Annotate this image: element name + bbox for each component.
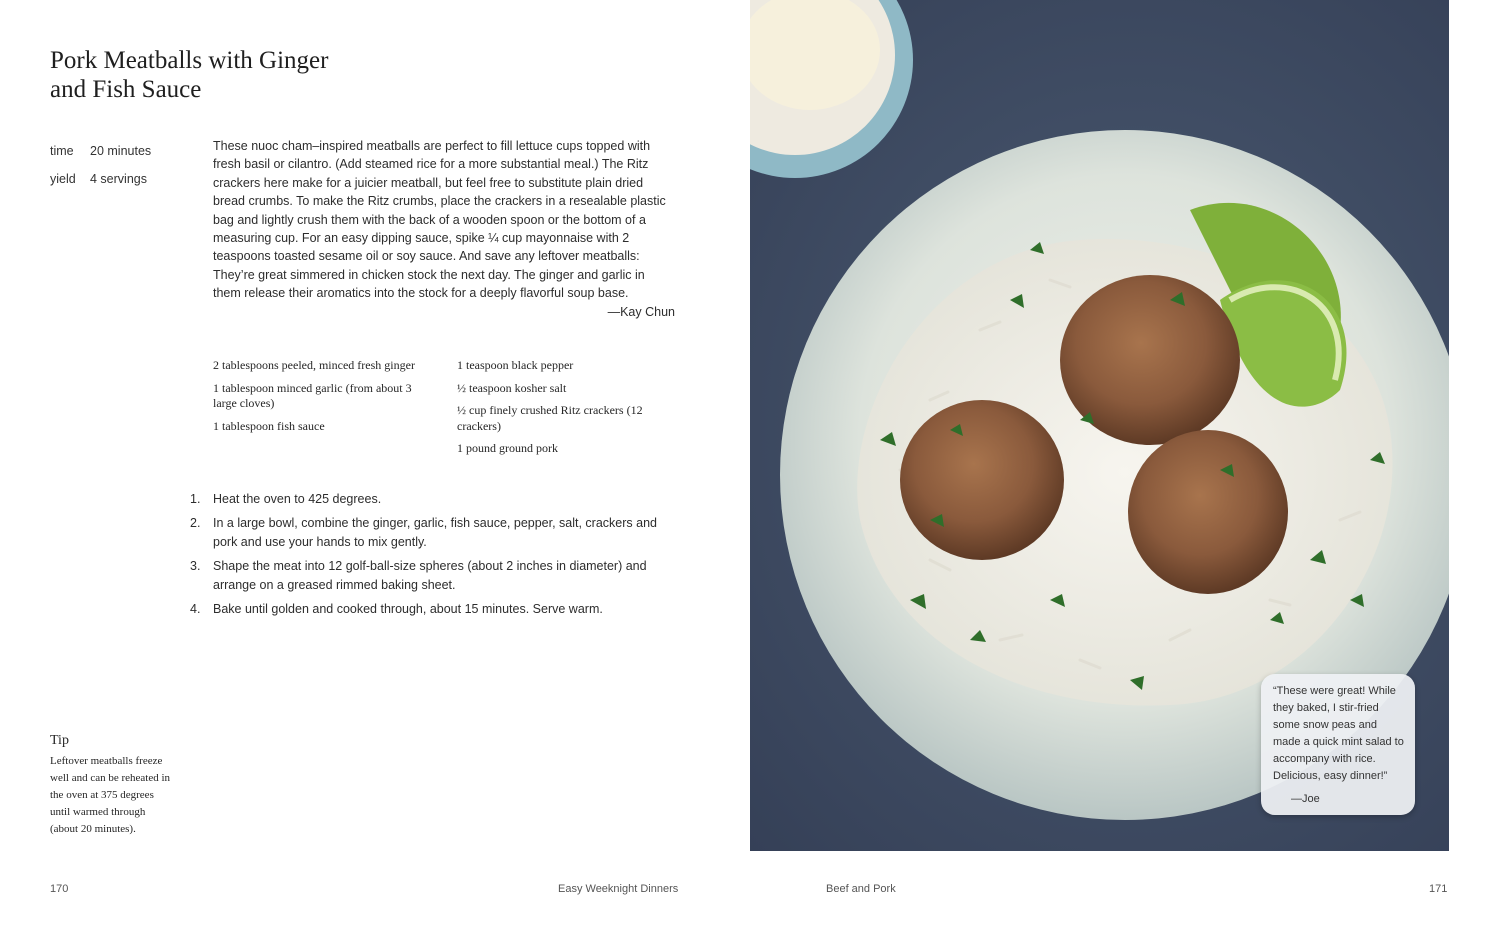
tip-box <box>50 733 175 838</box>
review-author: —Joe <box>1291 793 1320 805</box>
meta-time <box>50 137 151 165</box>
step-number: 2. <box>190 516 201 531</box>
recipe-meta <box>50 137 151 193</box>
intro-text: These nuoc cham–inspired meatballs are perfect to fill lettuce cups topped with fresh basil or cilantro. (Add steamed rice for a more substantial meal.) The Ritz crackers here make for a juicier meatball, but feel free to substitute plain dried bread crumbs. To make the Ritz crumbs, place the crackers in a resealable plastic bag and lightly crush them with the back of a wooden spoon or the bottom of a measuring cup. For an easy dipping sauce, spike ¼ cup mayonnaise with 2 teaspoons toasted sesame oil or soy sauce. And save any leftover meatballs: They’re great simmered in chicken stock the next day. The ginger and garlic in them release their aromatics into the stock for a deeply flavorful soup base. <box>213 139 666 301</box>
meta-yield-value: 4 servings <box>90 172 147 186</box>
ingredient-item: 2 tablespoons peeled, minced fresh ginger <box>213 358 415 372</box>
step-item <box>190 514 660 551</box>
step-text: In a large bowl, combine the ginger, garlic, fish sauce, pepper, salt, crackers and pork and use your hands to mix gently. <box>213 516 657 549</box>
meatball <box>900 400 1064 560</box>
step-number: 4. <box>190 602 201 617</box>
running-head-book-title: Easy Weeknight Dinners <box>558 883 679 895</box>
step-text: Bake until golden and cooked through, about 15 minutes. Serve warm. <box>213 602 603 617</box>
reader-review-bubble <box>1261 674 1415 815</box>
right-page-number: 171 <box>1429 883 1448 895</box>
ingredients-column-left <box>213 358 423 464</box>
meta-yield <box>50 165 151 193</box>
step-number: 3. <box>190 559 201 574</box>
ingredient-item: 1 tablespoon fish sauce <box>213 418 325 433</box>
ingredient-item: 1 teaspoon black pepper <box>457 358 574 372</box>
meatball <box>1128 430 1288 594</box>
recipe-title: Pork Meatballs with Ginger and Fish Sauce <box>50 47 329 103</box>
ingredient-item: ½ cup finely crushed Ritz crackers (12 crackers) <box>457 403 643 433</box>
review-text: “These were great! While they baked, I stir-fried some snow peas and made a quick mint salad to accompany with rice. Delicious, easy dinner!” <box>1273 685 1404 782</box>
step-item <box>190 557 660 594</box>
ingredient-item: ½ teaspoon kosher salt <box>457 380 567 395</box>
ingredients-column-right <box>457 358 667 464</box>
step-item <box>190 490 660 508</box>
meta-yield-label: yield <box>50 172 76 186</box>
step-item <box>190 600 660 618</box>
method-steps <box>190 490 660 624</box>
tip-title: Tip <box>50 733 69 748</box>
running-head-section: Beef and Pork <box>826 883 896 895</box>
left-page-number: 170 <box>50 883 69 895</box>
step-number: 1. <box>190 492 201 506</box>
ingredients-list <box>213 358 683 464</box>
meta-time-value: 20 minutes <box>90 144 152 158</box>
intro-byline: —Kay Chun <box>607 304 675 319</box>
recipe-intro <box>213 137 675 321</box>
step-text: Shape the meat into 12 golf-ball-size spheres (about 2 inches in diameter) and arrange on a greased rimmed baking sheet. <box>213 559 647 592</box>
ingredient-item: 1 pound ground pork <box>457 441 558 455</box>
tip-body: Leftover meatballs freeze well and can be reheated in the oven at 375 degrees until warmed through (about 20 minutes). <box>50 755 171 835</box>
step-text: Heat the oven to 425 degrees. <box>213 492 382 506</box>
ingredient-item: 1 tablespoon minced garlic (from about 3 large cloves) <box>213 380 412 410</box>
meta-time-label: time <box>50 144 74 158</box>
